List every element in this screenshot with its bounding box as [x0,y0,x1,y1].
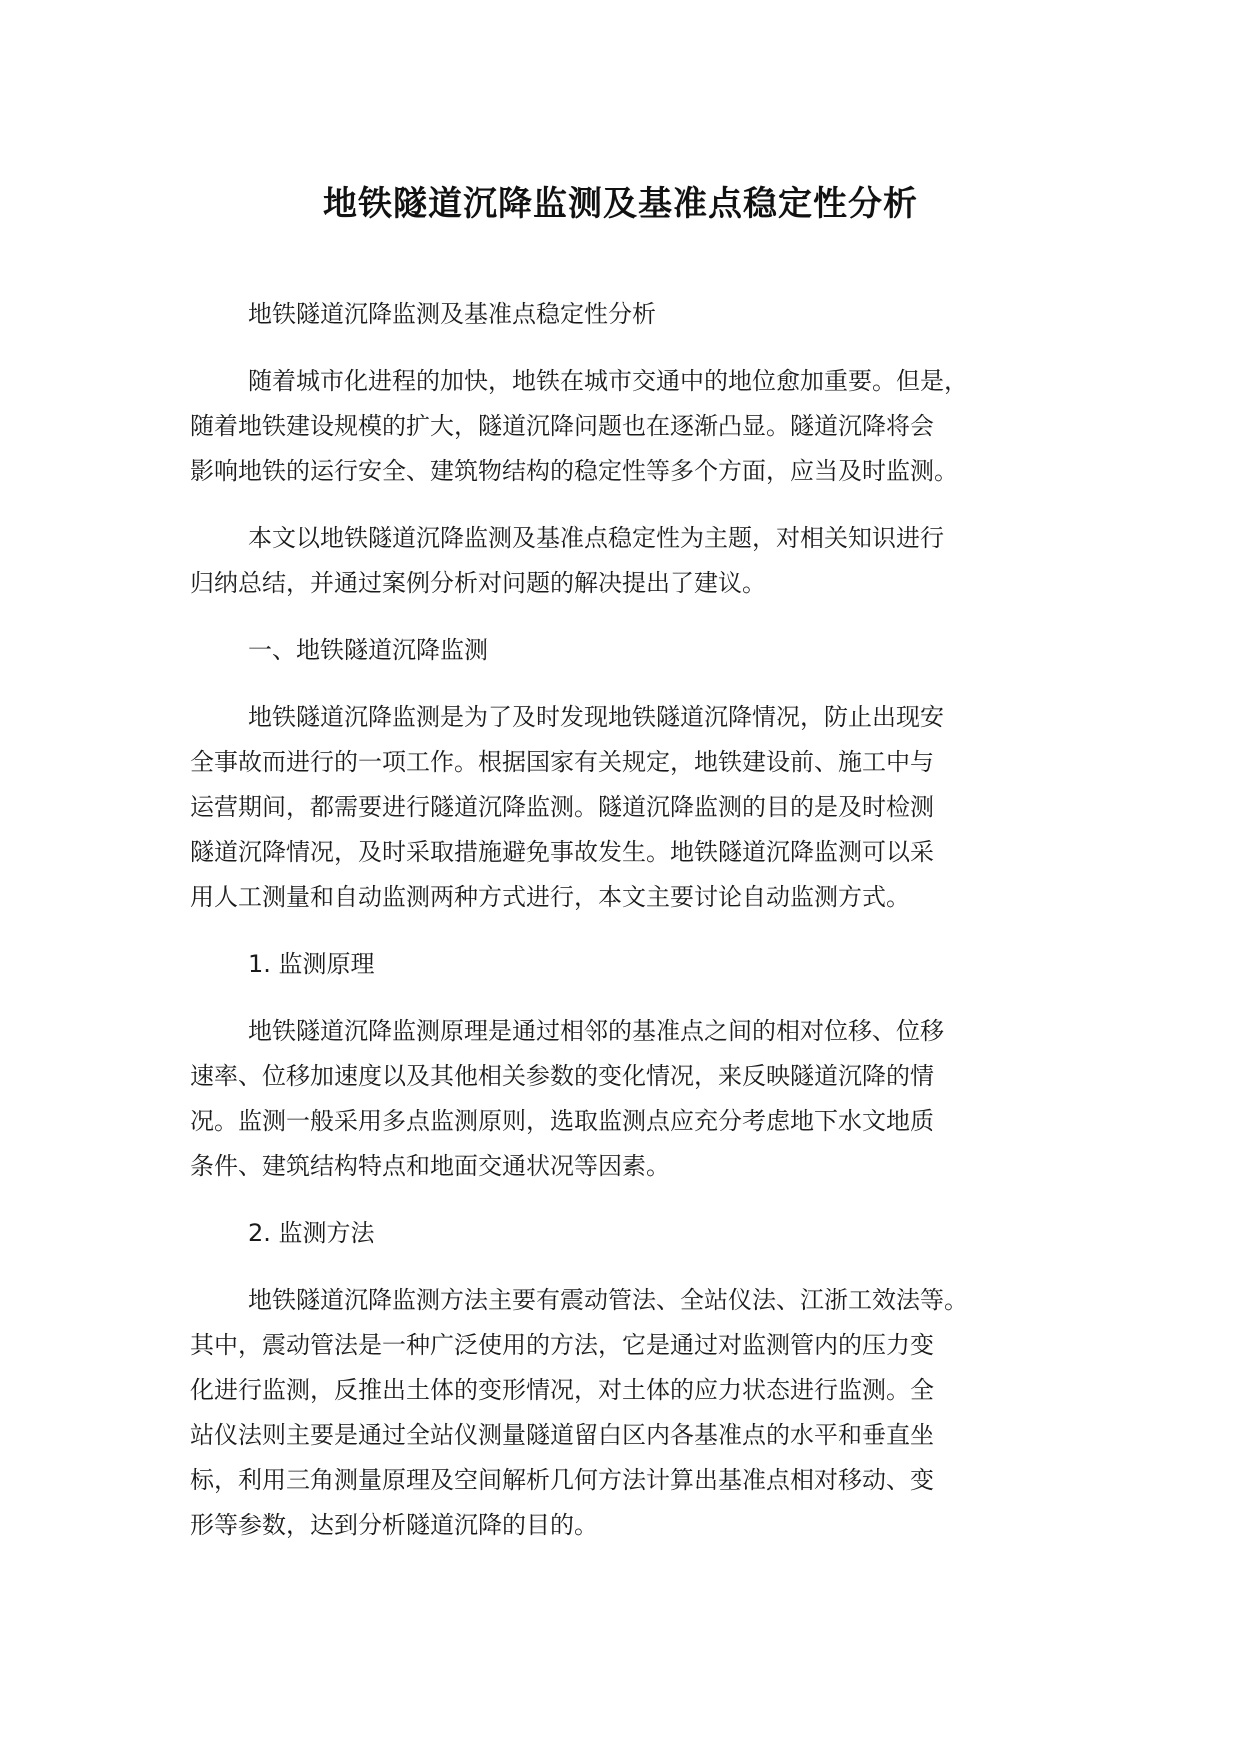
paragraph [190,1211,1070,1256]
paragraph-line: 2. 监测方法 [248,1219,375,1247]
document-title: 地铁隧道沉降监测及基准点稳定性分析 [323,184,918,224]
paragraph-line: 其中，震动管法是一种广泛使用的方法，它是通过对监测管内的压力变 [190,1331,934,1359]
paragraph-line: 化进行监测，反推出土体的变形情况，对土体的应力状态进行监测。全 [190,1376,934,1404]
paragraph-line: 隧道沉降情况，及时采取措施避免事故发生。地铁隧道沉降监测可以采 [190,838,934,866]
paragraph-line: 地铁隧道沉降监测原理是通过相邻的基准点之间的相对位移、位移 [248,1017,944,1045]
paragraph-line: 用人工测量和自动监测两种方式进行，本文主要讨论自动监测方式。 [190,883,910,911]
paragraph-line: 地铁隧道沉降监测及基准点稳定性分析 [248,300,656,328]
paragraph-line: 地铁隧道沉降监测是为了及时发现地铁隧道沉降情况，防止出现安 [248,703,944,731]
paragraph [190,359,1070,494]
paragraph-line: 标，利用三角测量原理及空间解析几何方法计算出基准点相对移动、变 [190,1466,934,1494]
paragraph-line: 地铁隧道沉降监测方法主要有震动管法、全站仪法、江浙工效法等。 [248,1286,968,1314]
paragraph-line: 况。监测一般采用多点监测原则，选取监测点应充分考虑地下水文地质 [190,1107,934,1135]
paragraph [190,695,1070,920]
paragraph [190,516,1070,606]
paragraph [190,1009,1070,1189]
paragraph-line: 运营期间，都需要进行隧道沉降监测。隧道沉降监测的目的是及时检测 [190,793,934,821]
paragraph-line: 全事故而进行的一项工作。根据国家有关规定，地铁建设前、施工中与 [190,748,934,776]
paragraph [190,628,1070,673]
paragraph-line: 归纳总结，并通过案例分析对问题的解决提出了建议。 [190,569,766,597]
document-body [190,292,1070,1570]
paragraph [190,292,1070,337]
paragraph-line: 1. 监测原理 [248,950,375,978]
paragraph-line: 速率、位移加速度以及其他相关参数的变化情况，来反映隧道沉降的情 [190,1062,934,1090]
paragraph-line: 本文以地铁隧道沉降监测及基准点稳定性为主题，对相关知识进行 [248,524,944,552]
paragraph [190,1278,1070,1548]
paragraph-line: 条件、建筑结构特点和地面交通状况等因素。 [190,1152,670,1180]
paragraph-line: 影响地铁的运行安全、建筑物结构的稳定性等多个方面，应当及时监测。 [190,457,958,485]
paragraph-line: 形等参数，达到分析隧道沉降的目的。 [190,1511,598,1539]
paragraph-line: 随着地铁建设规模的扩大，隧道沉降问题也在逐渐凸显。隧道沉降将会 [190,412,934,440]
paragraph-line: 随着城市化进程的加快，地铁在城市交通中的地位愈加重要。但是， [248,367,968,395]
paragraph [190,942,1070,987]
paragraph-line: 站仪法则主要是通过全站仪测量隧道留白区内各基准点的水平和垂直坐 [190,1421,934,1449]
paragraph-line: 一、地铁隧道沉降监测 [248,636,488,664]
